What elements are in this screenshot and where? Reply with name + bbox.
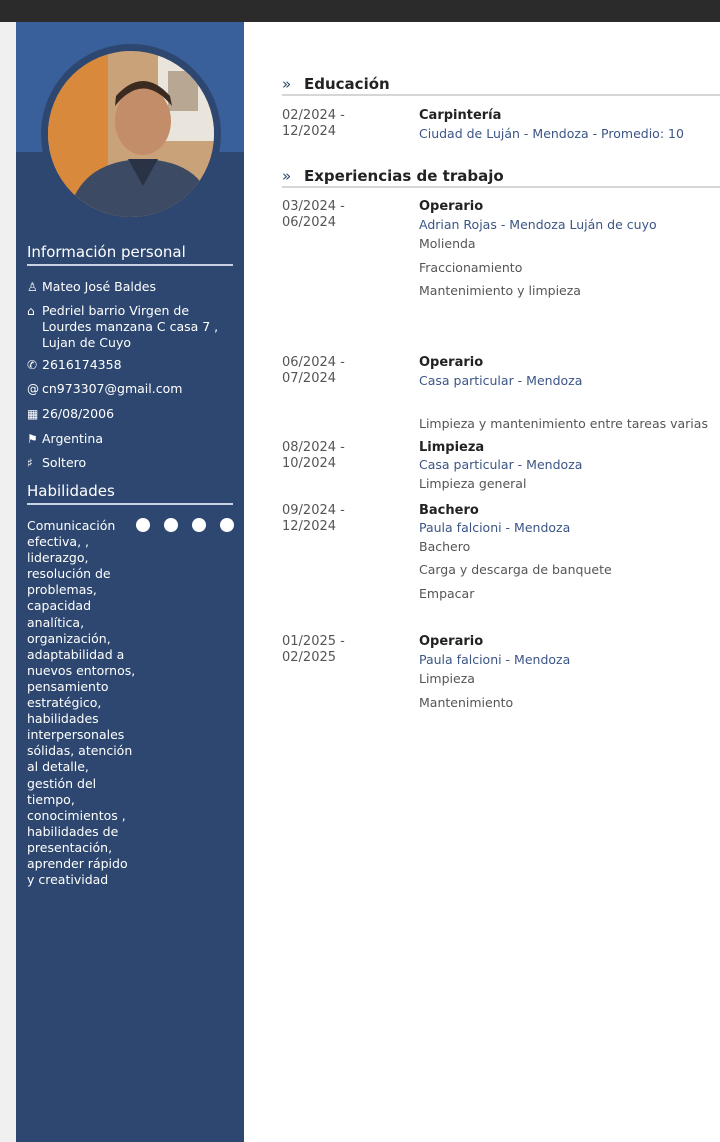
job-date: 01/2025 - 02/2025 — [282, 634, 345, 665]
people-icon: ♯ — [27, 456, 33, 470]
info-civil-status: ♯ Soltero — [27, 455, 87, 470]
info-country: ⚑ Argentina — [27, 431, 103, 446]
job-task: Mantenimiento y limpieza — [419, 283, 581, 298]
info-name: ♙ Mateo José Baldes — [27, 279, 157, 294]
phone-icon: ✆ — [27, 358, 38, 372]
job-task: Molienda — [419, 236, 476, 251]
personal-info-title: Información personal — [27, 243, 233, 266]
job-title: Bachero — [419, 503, 479, 518]
job-place: Adrian Rojas - Mendoza Luján de cuyo — [419, 217, 657, 232]
info-phone: ✆ 2616174358 — [27, 357, 122, 372]
job-task: Mantenimiento — [419, 695, 514, 710]
job-title: Operario — [419, 634, 484, 649]
job-task: Limpieza — [419, 671, 475, 686]
skills-title: Habilidades — [27, 482, 233, 505]
job-date: 03/2024 - 06/2024 — [282, 199, 345, 230]
job-place: Casa particular - Mendoza — [419, 373, 583, 388]
job-title: Operario — [419, 355, 484, 370]
job-task: Limpieza general — [419, 476, 527, 491]
education-place: Ciudad de Luján - Mendoza - Promedio: 10 — [419, 126, 684, 141]
job-title: Operario — [419, 199, 484, 214]
person-icon: ♙ — [27, 280, 38, 294]
job-task: Limpieza y mantenimiento entre tareas varias — [419, 416, 708, 431]
double-chevron-icon: » — [282, 167, 292, 185]
calendar-icon: ▦ — [27, 407, 39, 421]
job-task: Fraccionamiento — [419, 260, 523, 275]
flag-icon: ⚑ — [27, 432, 38, 446]
job-date: 09/2024 - 12/2024 — [282, 503, 345, 534]
at-icon: @ — [27, 382, 39, 396]
education-heading: » Educación — [282, 75, 720, 96]
info-email: @ cn973307@gmail.com — [27, 381, 183, 396]
education-title: Carpintería — [419, 108, 502, 123]
job-place: Paula falcioni - Mendoza — [419, 652, 571, 667]
job-title: Limpieza — [419, 440, 485, 455]
job-task: Carga y descarga de banquete — [419, 562, 612, 577]
home-icon: ⌂ — [27, 304, 35, 318]
job-date: 06/2024 - 07/2024 — [282, 355, 345, 386]
info-birthdate: ▦ 26/08/2006 — [27, 406, 115, 421]
job-task: Bachero — [419, 539, 471, 554]
double-chevron-icon: » — [282, 75, 292, 93]
education-date: 02/2024 - 12/2024 — [282, 108, 345, 139]
info-address: ⌂ Pedriel barrio Virgen de Lourdes manzana C casa 7 , Lujan de Cuyo — [27, 303, 219, 350]
skills-text: Comunicación efectiva, , liderazgo, resolución de problemas, capacidad analítica, organización, adaptabilidad a nuevos entornos, pensamiento estratégico, habilidades interpersonales sólidas, atención al detalle, gestión del tiempo, conocimientos , habilidades de presentación, aprender rápido y creatividad — [27, 518, 136, 888]
job-place: Paula falcioni - Mendoza — [419, 520, 571, 535]
work-heading: » Experiencias de trabajo — [282, 167, 720, 188]
job-date: 08/2024 - 10/2024 — [282, 440, 345, 471]
job-task: Empacar — [419, 586, 475, 601]
job-place: Casa particular - Mendoza — [419, 457, 583, 472]
